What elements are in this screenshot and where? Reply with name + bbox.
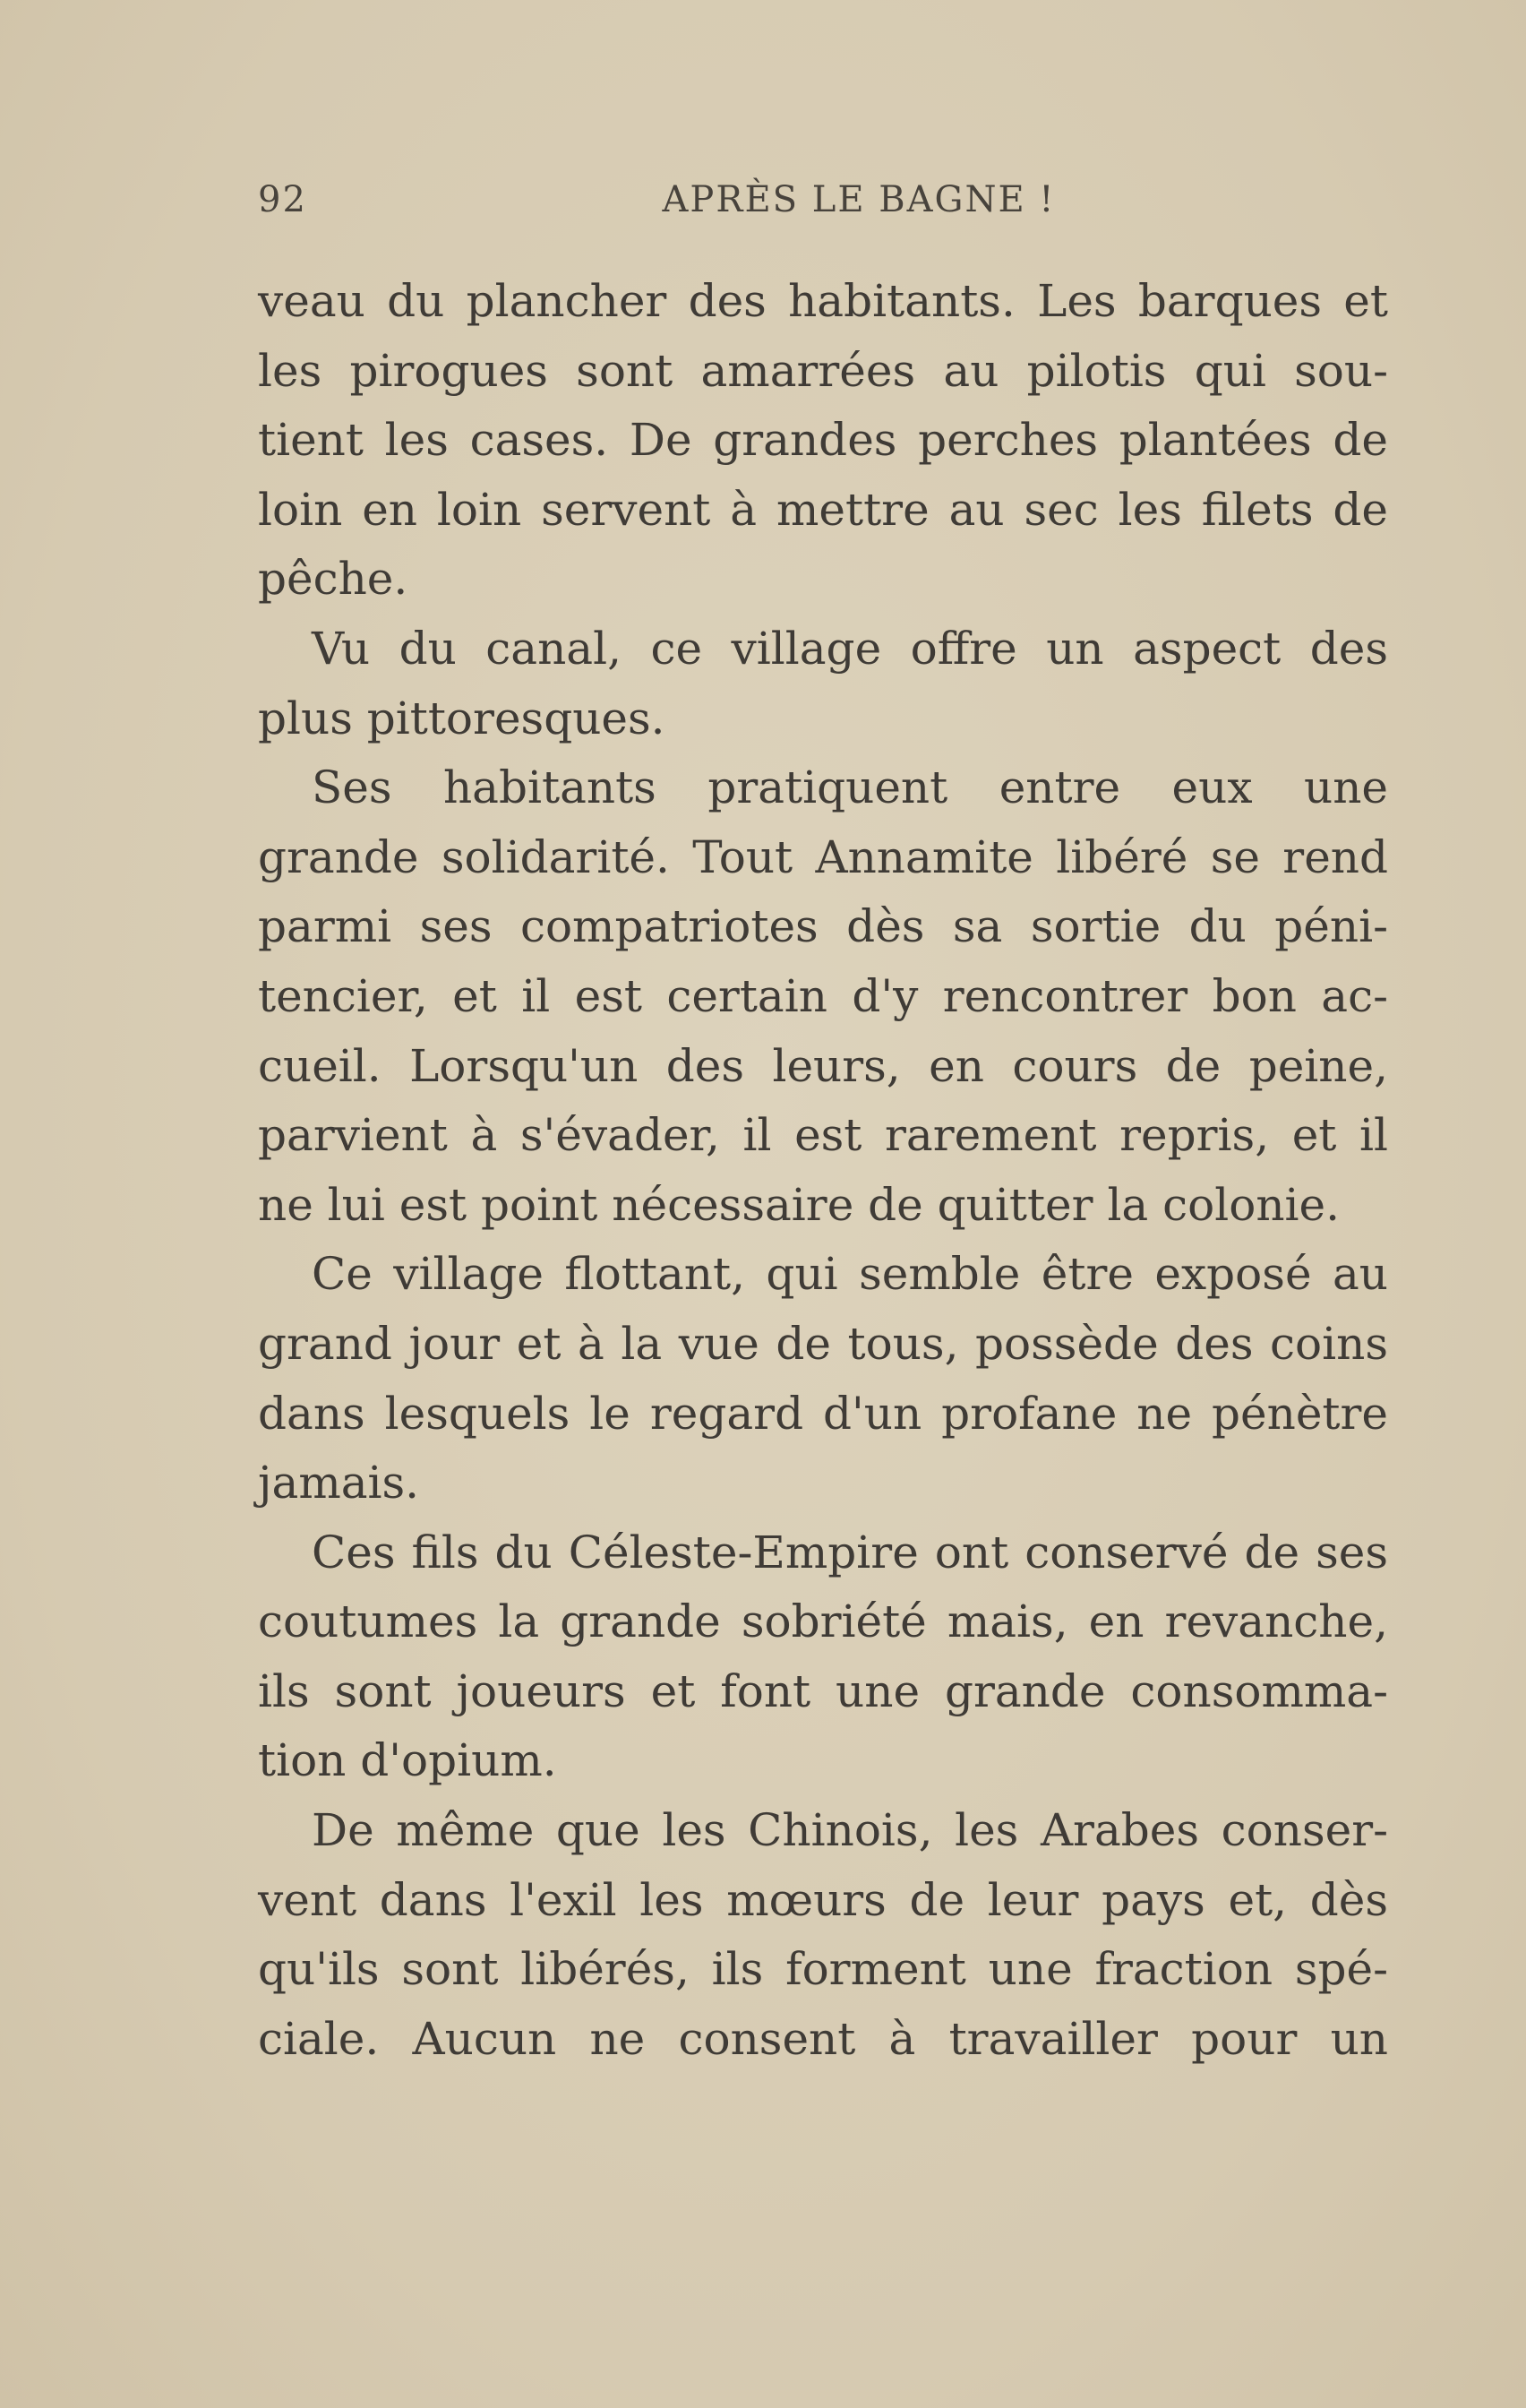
text-line: parvient à s'évader, il est rarement repris, et il (258, 1109, 1388, 1162)
text-line: loin en loin servent à mettre au sec les filets de (258, 483, 1388, 536)
text-line: tient les cases. De grandes perches plantées de (258, 414, 1388, 467)
running-title: APRÈS LE BAGNE ! (662, 179, 1056, 220)
text-line: tion d'opium. (258, 1734, 557, 1787)
text-line: Ces fils du Céleste-Empire ont conservé de ses (312, 1526, 1388, 1578)
text-line: veau du plancher des habitants. Les barques et (258, 275, 1388, 327)
page-number: 92 (258, 179, 307, 220)
text-line: cueil. Lorsqu'un des leurs, en cours de peine, (258, 1039, 1388, 1092)
text-line: les pirogues sont amarrées au pilotis qui sou- (258, 344, 1388, 397)
body-text (258, 267, 1388, 2074)
text-line: coutumes la grande sobriété mais, en revanche, (258, 1595, 1388, 1648)
text-line: Ce village flottant, qui semble être exposé au (312, 1248, 1388, 1301)
text-line: jamais. (258, 1457, 420, 1509)
text-line: vent dans l'exil les mœurs de leur pays et, dès (258, 1873, 1388, 1926)
text-line: De même que les Chinois, les Arabes conser- (312, 1804, 1388, 1857)
running-head (258, 179, 1388, 233)
text-line: ils sont joueurs et font une grande consomma- (258, 1664, 1388, 1717)
text-line: Vu du canal, ce village offre un aspect des (312, 622, 1388, 675)
text-line: plus pittoresques. (258, 692, 665, 744)
text-line: Ses habitants pratiquent entre eux une (312, 761, 1388, 814)
text-line: ciale. Aucun ne consent à travailler pour un (258, 2012, 1388, 2065)
text-line: dans lesquels le regard d'un profane ne pénètre (258, 1387, 1388, 1440)
text-line: qu'ils sont libérés, ils forment une fraction spé- (258, 1943, 1388, 1996)
text-line: ne lui est point nécessaire de quitter la colonie. (258, 1178, 1341, 1231)
text-line: pêche. (258, 553, 408, 606)
text-line: grand jour et à la vue de tous, possède des coins (258, 1317, 1388, 1370)
text-line: parmi ses compatriotes dès sa sortie du péni- (258, 900, 1388, 953)
text-line: grande solidarité. Tout Annamite libéré se rend (258, 830, 1388, 883)
text-line: tencier, et il est certain d'y rencontrer bon ac- (258, 969, 1388, 1022)
